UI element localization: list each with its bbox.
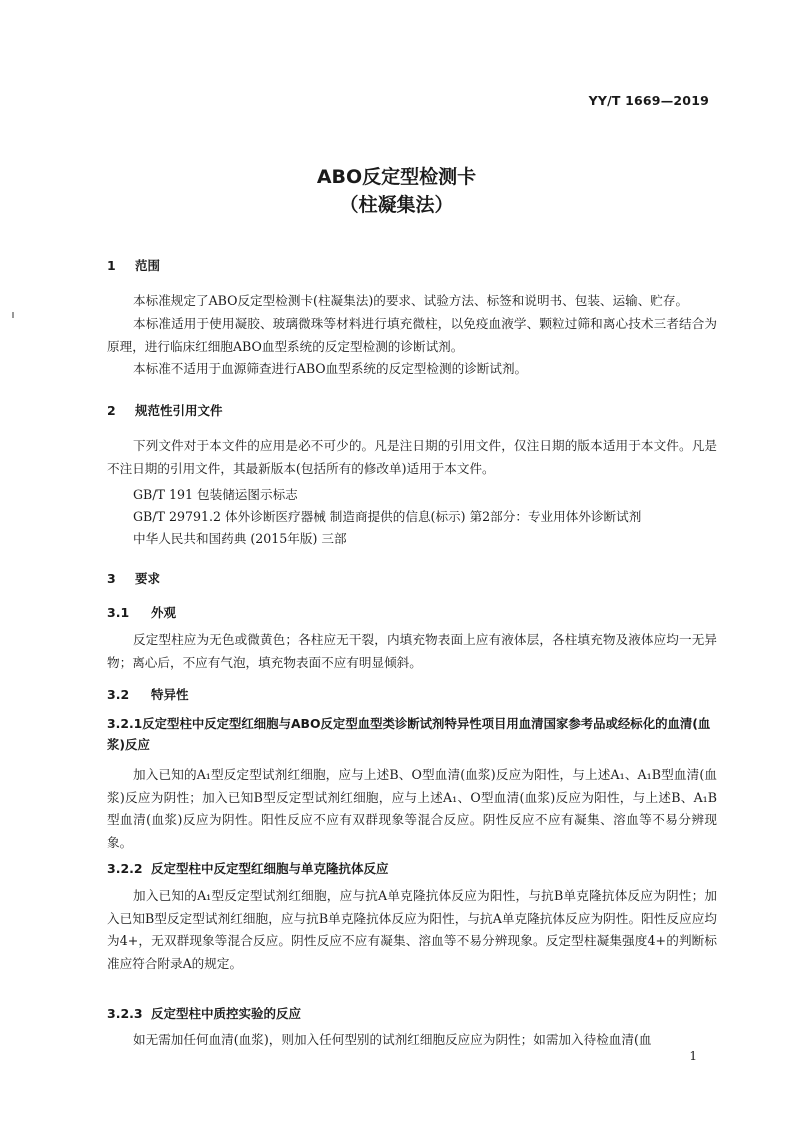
- document-subtitle: （柱凝集法）: [339, 194, 454, 216]
- section-3-heading: 3 要求: [107, 571, 161, 586]
- section-3-2-2-heading: 3.2.2 反定型柱中反定型红细胞与单克隆抗体反应: [107, 861, 389, 876]
- scan-mark: [12, 312, 14, 318]
- document-title: ABO反定型检测卡: [316, 166, 477, 188]
- section-3-2-2-para: 加入已知的A₁型反定型试剂红细胞，应与抗A单克隆抗体反应为阳性，与抗B单克隆抗体反应为阴性；加入已知B型反定型试剂红细胞，应与抗B单克隆抗体反应为阳性，与抗A单克隆抗体反应为阴性。阳性反应应均为4+，无双群现象等混合反应。阴性反应不应有凝集、溶血等不易分辨现象。反定型柱凝集强度4+的判断标准应符合附录A的规定。: [107, 888, 717, 971]
- section-2-para-1: 下列文件对于本文件的应用是必不可少的。凡是注日期的引用文件，仅注日期的版本适用于本文件。凡是不注日期的引用文件，其最新版本(包括所有的修改单)适用于本文件。: [107, 438, 717, 476]
- section-3-2-1-para: 加入已知的A₁型反定型试剂红细胞，应与上述B、O型血清(血浆)反应为阳性，与上述A₁、A₁B型血清(血浆)反应为阴性；加入已知B型反定型试剂红细胞，应与上述A₁、O型血清(血浆)反应为阳性，与上述B、A₁B型血清(血浆)反应为阴性。阳性反应不应有双群现象等混合反应。阴性反应不应有凝集、溶血等不易分辨现象。: [107, 767, 717, 850]
- section-3-2-3-heading: 3.2.3 反定型柱中质控实验的反应: [107, 1006, 302, 1021]
- section-3-2-3-para: 如无需加任何血清(血浆)，则加入任何型别的试剂红细胞反应应为阴性；如需加入待检血清(血: [133, 1032, 652, 1047]
- section-3-2-1-heading: 3.2.1反定型柱中反定型红细胞与ABO反定型血型类诊断试剂特异性项目用血清国家参考品或经标化的血清(血浆)反应: [107, 716, 711, 752]
- section-1-heading: 1 范围: [107, 258, 161, 273]
- section-1-para-2: 本标准适用于使用凝胶、玻璃微珠等材料进行填充微柱，以免疫血液学、颗粒过筛和离心技术三者结合为原理，进行临床红细胞ABO血型系统的反定型检测的诊断试剂。: [107, 316, 717, 354]
- standard-number: YY/T 1669—2019: [588, 93, 709, 108]
- section-3-2-heading: 3.2 特异性: [107, 687, 189, 702]
- reference-3: 中华人民共和国药典 (2015年版) 三部: [133, 531, 347, 546]
- reference-1: GB/T 191 包装储运图示标志: [133, 487, 298, 502]
- reference-2: GB/T 29791.2 体外诊断医疗器械 制造商提供的信息(标示) 第2部分：专业用体外诊断试剂: [133, 509, 642, 524]
- section-1-para-3: 本标准不适用于血源筛查进行ABO血型系统的反定型检测的诊断试剂。: [133, 361, 528, 376]
- section-3-1-heading: 3.1 外观: [107, 605, 177, 620]
- page-number: 1: [689, 1049, 697, 1063]
- section-3-1-para: 反定型柱应为无色或微黄色；各柱应无干裂，内填充物表面上应有液体层，各柱填充物及液体应均一无异物；离心后，不应有气泡，填充物表面不应有明显倾斜。: [107, 632, 717, 670]
- section-2-heading: 2 规范性引用文件: [107, 403, 223, 418]
- section-1-para-1: 本标准规定了ABO反定型检测卡(柱凝集法)的要求、试验方法、标签和说明书、包装、运输、贮存。: [133, 293, 689, 308]
